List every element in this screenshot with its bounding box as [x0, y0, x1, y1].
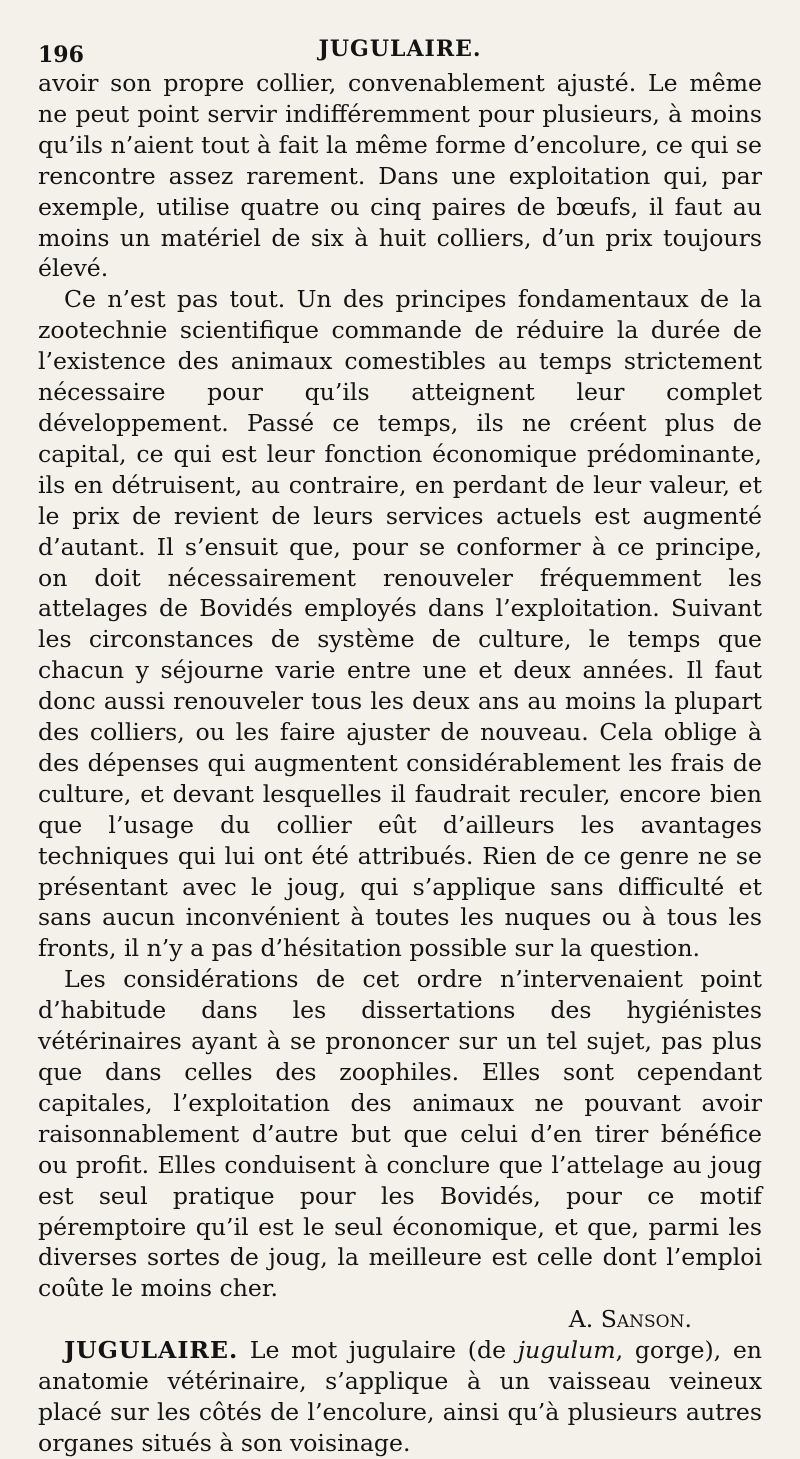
signature-line	[38, 1304, 762, 1335]
entry-text-start: Le mot jugulaire (de	[238, 1336, 518, 1365]
dictionary-entry	[38, 1335, 762, 1459]
running-title: JUGULAIRE.	[318, 36, 482, 62]
author-signature: A. Sanson.	[568, 1305, 692, 1334]
paragraph-3	[38, 964, 762, 1304]
running-head	[38, 28, 762, 68]
page-number: 196	[38, 42, 84, 68]
paragraph-1: avoir son propre collier, convenablement ajusté. Le même ne peut point servir indifféremment pour plusieurs, à moins qu’ils n’aient tout à fait la même forme d’encolure, ce qui se rencontre assez rarement. Dans une exploitation qui, par exemple, utilise quatre ou cinq paires de bœufs, il faut au moins un matériel de six à huit colliers, d’un prix toujours élevé.	[38, 69, 762, 283]
article-body	[38, 68, 762, 1459]
paragraph-3-text: Les considérations de cet ordre n’intervenaient point d’habitude dans les dissertations des hygiénistes vétérinaires ayant à se prononcer sur un tel sujet, pas plus que dans celles des zoophiles. Elles sont cependant capitales, l’exploitation des animaux ne pouvant avoir raisonnablement d’autre but que celui d’en tirer bénéfice ou profit. Elles conduisent à conclure que l’attelage au joug est seul pratique pour les Bovidés, pour ce motif péremptoire qu’il est le seul économique, et que, parmi les diverses sortes de joug, la meilleure est celle dont l’emploi coûte le moins cher.	[38, 965, 762, 1303]
entry-text-end: , gorge), en anatomie vétérinaire, s’applique à un vaisseau veineux placé sur les côtés de l’encolure, ainsi qu’à plusieurs autres organes situés à son voisinage.	[38, 1336, 763, 1457]
paragraph-2: Ce n’est pas tout. Un des principes fondamentaux de la zootechnie scientifique commande de réduire la durée de l’existence des animaux comestibles au temps strictement nécessaire pour qu’ils atteignent leur complet développement. Passé ce temps, ils ne créent plus de capital, ce qui est leur fonction économique prédominante, ils en détruisent, au contraire, en perdant de leur valeur, et le prix de revient de leurs services actuels est augmenté d’autant. Il s’ensuit que, pour se conformer à ce principe, on doit nécessairement renouveler fréquemment les attelages de Bovidés employés dans l’exploitation. Suivant les circonstances de système de culture, le temps que chacun y séjourne varie entre une et deux années. Il faut donc aussi renouveler tous les deux ans au moins la plupart des colliers, ou les faire ajuster de nouveau. Cela oblige à des dépenses qui augmentent considérablement les frais de culture, et devant lesquelles il faudrait reculer, encore bien que l’usage du collier eût d’ailleurs les avantages techniques qui lui ont été attribués. Rien de ce genre ne se présentant avec le joug, qui s’applique sans difficulté et sans aucun inconvénient à toutes les nuques ou à tous les fronts, il n’y a pas d’hésitation possible sur la question.	[38, 285, 762, 963]
entry-latin-term: jugulum	[517, 1336, 616, 1365]
entry-headword: JUGULAIRE.	[64, 1336, 239, 1365]
